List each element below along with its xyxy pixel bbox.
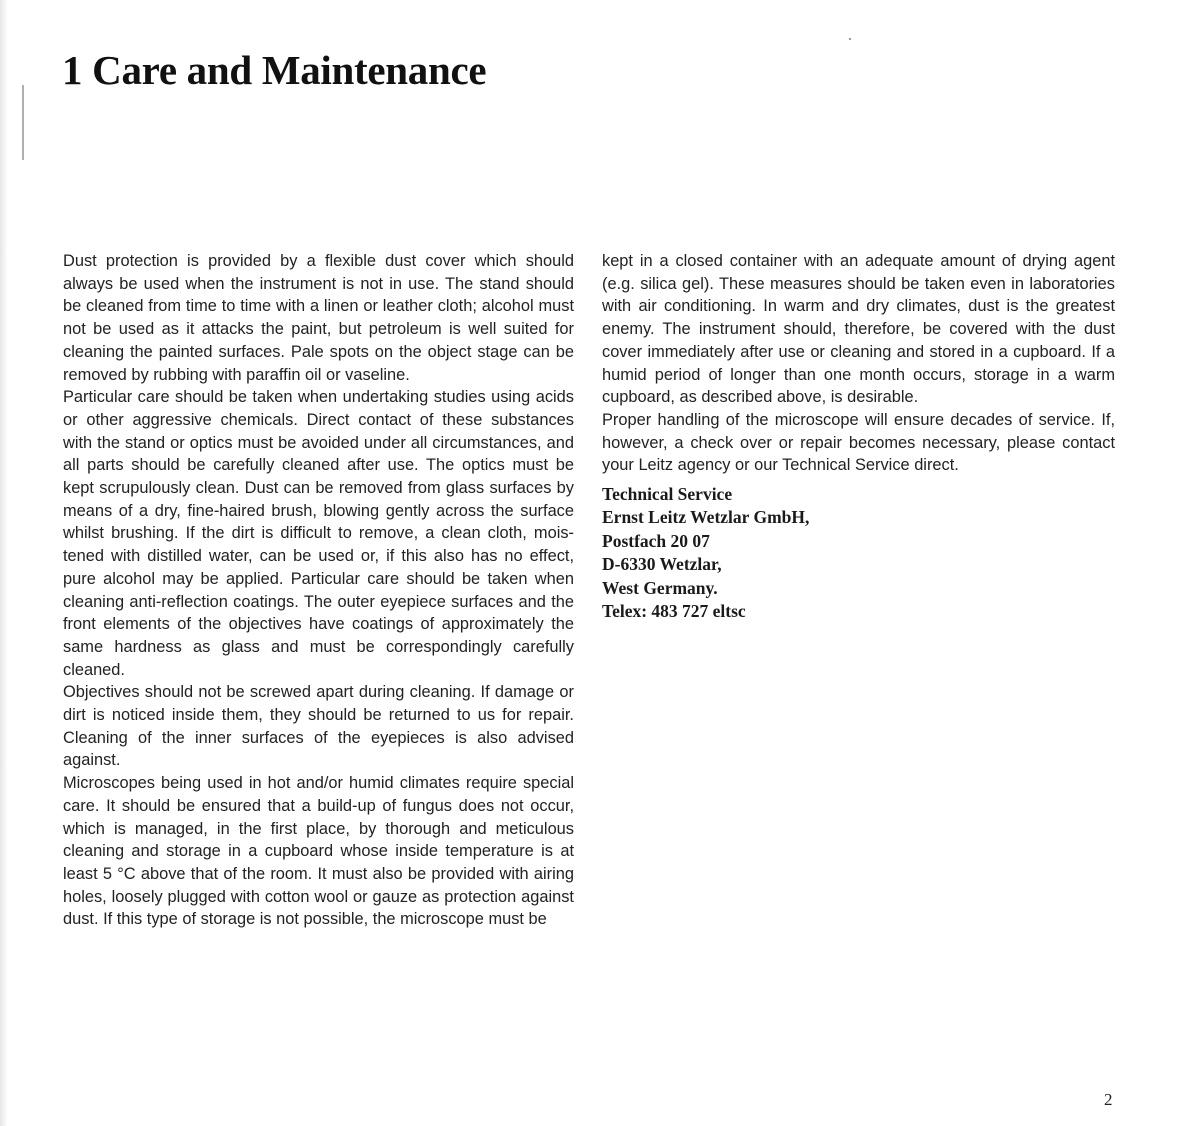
paragraph-aggressive-chemicals: Particular care should be taken when undertaking studies using acids or other aggressive chemicals. Direct contact of these substances with the stand or optics must be avoided under all circumstances, and all parts should be carefully cleaned after use. The optics must be kept scrupulously clean. Dust can be removed from glass surfaces by means of a dry, fine-haired brush, blowing gently across the surface whilst brushing. If the dirt is difficult to remove, a clean cloth, moistened with distilled water, can be used or, if this also has no effect, pure alcohol may be applied. Particular care should be taken when cleaning anti-reflection coatings. The outer eyepiece surfaces and the front elements of the objectives have coatings of approximately the same hardness as glass and must be correspondingly carefully cleaned.: [63, 388, 574, 679]
page-binding-edge: [0, 0, 8, 1126]
print-speck: [849, 38, 851, 40]
paragraph-drying-agent: kept in a closed container with an adequate amount of drying agent (e.g. silica gel). These measures should be taken even in laboratories with air conditioning. In warm and dry climates, dust is the greatest enemy. The instrument should, therefore, be covered with the dust cover immediately after use or cleaning and stored in a cupboard. If a humid period of longer than one month occurs, storage in a warm cupboard, as described above, is desirable.: [602, 252, 1115, 407]
address-line: Postfach 20 07: [602, 530, 710, 551]
address-line: Telex: 483 727 eltsc: [602, 601, 746, 622]
address-line: West Germany.: [602, 577, 718, 598]
paragraph-objectives: Objectives should not be screwed apart during cleaning. If damage or dirt is noticed inside them, they should be returned to us for repair. Cleaning of the inner surfaces of the eyepieces is also advised against.: [63, 683, 574, 770]
address-line: Ernst Leitz Wetzlar GmbH,: [602, 507, 810, 528]
paragraph-proper-handling: Proper handling of the microscope will ensure decades of service. If, however, a check over or repair becomes necessary, please contact your Leitz agency or our Technical Service direct.: [602, 410, 1115, 475]
right-column: [602, 250, 1115, 623]
address-line: Technical Service: [602, 484, 733, 505]
page-number: 2: [1104, 1090, 1113, 1109]
binding-mark: [22, 85, 24, 160]
paragraph-dust-protection: Dust protection is provided by a flexible dust cover which should always be used when the instrument is not in use. The stand should be cleaned from time to time with a linen or leather cloth; alcohol must not be used as it attacks the paint, but petroleum is well suited for cleaning the painted surfaces. Pale spots on the object stage can be removed by rubbing with paraffin oil or vaseline.: [63, 252, 574, 384]
paragraph-humid-climates: Microscopes being used in hot and/or humid climates require special care. It should be ensured that a build-up of fungus does not occur, which is managed, in the first place, by thorough and meticulous cleaning and storage in a cupboard whose inside temperature is at least 5 °C above that of the room. It must also be provided with airing holes, loosely plugged with cotton wool or gauze as protection against dust. If this type of storage is not possible, the microscope must be: [63, 774, 574, 929]
left-column: [63, 250, 574, 931]
service-address: [602, 483, 1115, 623]
page-title: 1 Care and Maintenance: [62, 47, 487, 93]
address-line: D-6330 Wetzlar,: [602, 554, 722, 575]
